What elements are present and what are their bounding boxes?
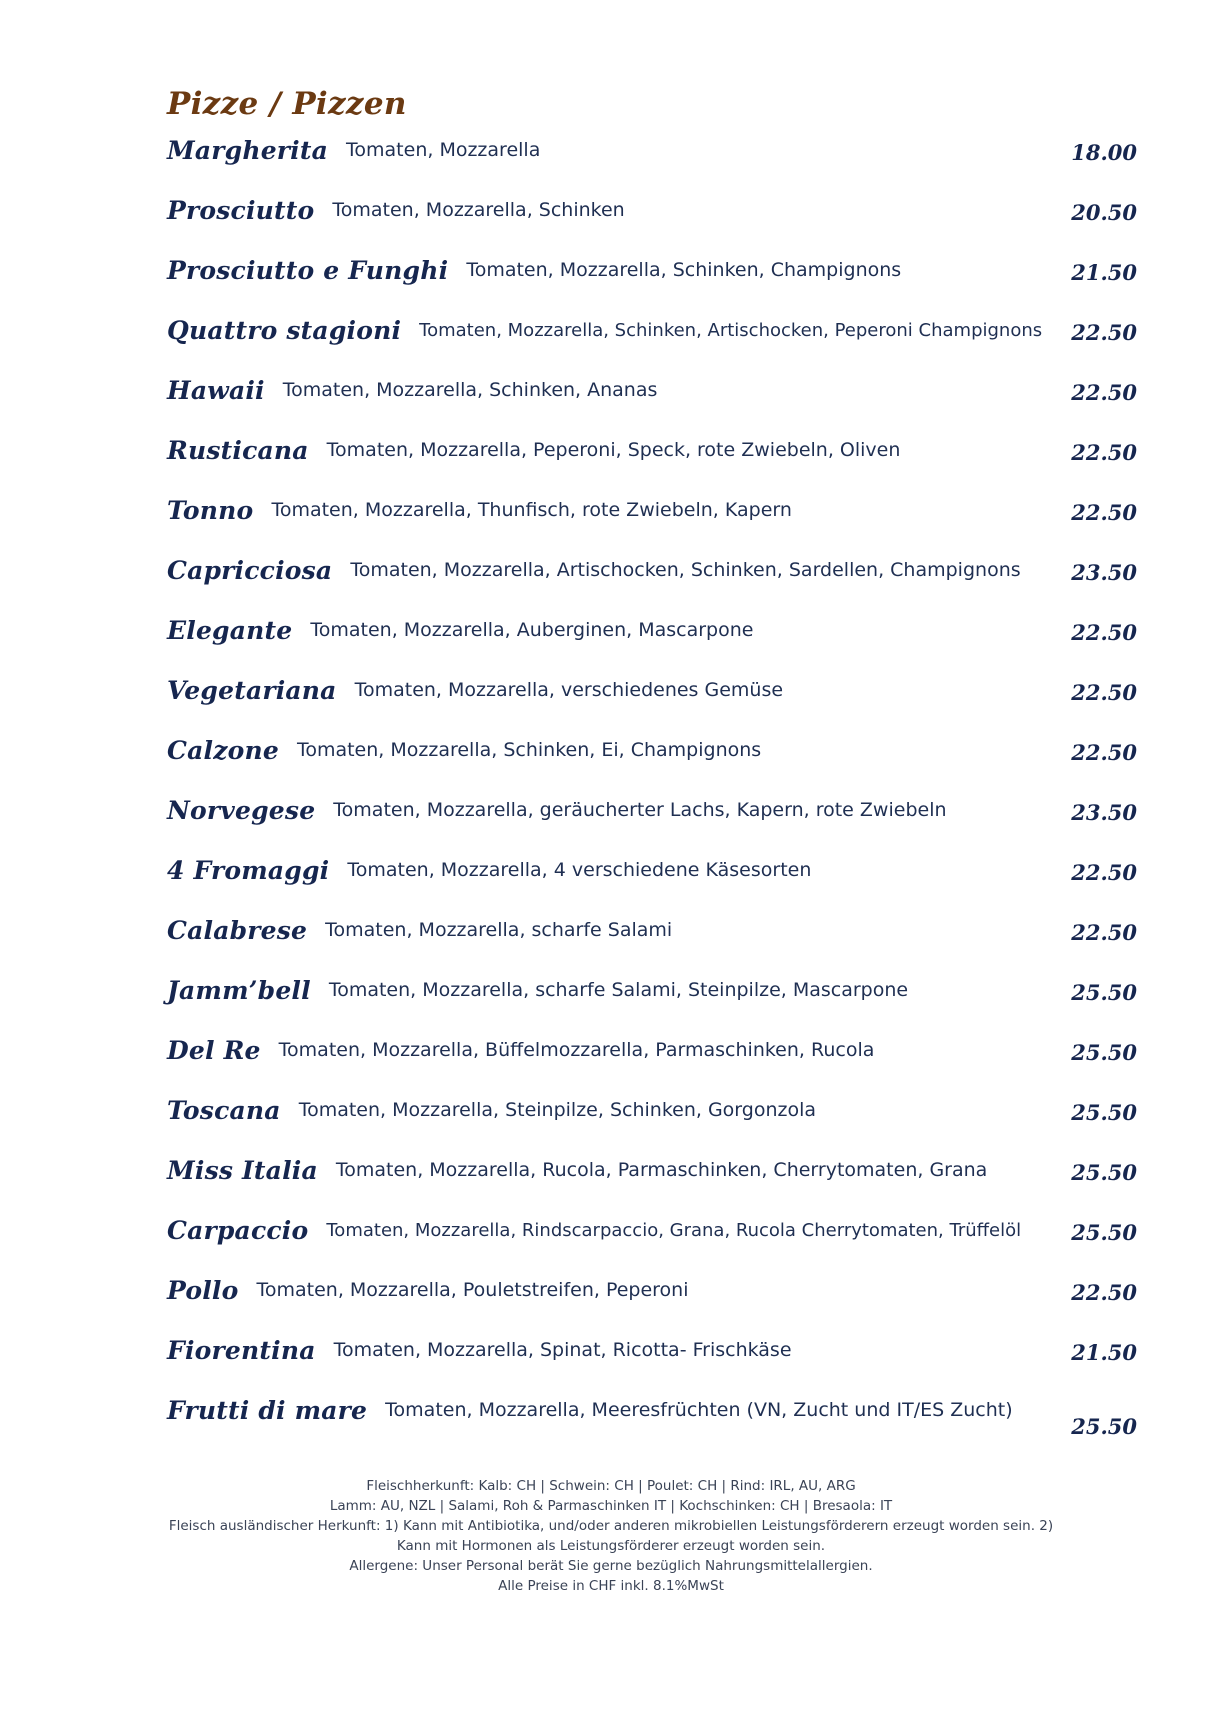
menu-item-rusticana bbox=[167, 436, 1137, 476]
pizza-price: 18.00 bbox=[1071, 140, 1137, 165]
menu-item-miss-italia bbox=[167, 1156, 1137, 1196]
menu-item-quattro-stagioni bbox=[167, 316, 1137, 356]
pizza-ingredients: Tomaten, Mozzarella, Pouletstreifen, Peperoni bbox=[256, 1279, 689, 1301]
menu-item-toscana bbox=[167, 1096, 1137, 1136]
pizza-name: Frutti di mare bbox=[167, 1396, 368, 1425]
pizza-name: Rusticana bbox=[167, 436, 309, 465]
pizza-ingredients: Tomaten, Mozzarella, Steinpilze, Schinken, Gorgonzola bbox=[298, 1099, 817, 1121]
pizza-name: Miss Italia bbox=[167, 1156, 318, 1185]
pizza-ingredients: Tomaten, Mozzarella, Schinken, Artischocken, Peperoni Champignons bbox=[419, 320, 1043, 341]
pizza-ingredients: Tomaten, Mozzarella, Spinat, Ricotta- Frischkäse bbox=[333, 1339, 792, 1361]
menu-item-vegetariana bbox=[167, 676, 1137, 716]
footer-line-meat-origin: Fleischherkunft: Kalb: CH | Schwein: CH | Poulet: CH | Rind: IRL, AU, ARG bbox=[366, 1478, 856, 1494]
footer-notes bbox=[100, 1476, 1122, 1596]
footer-line-allergens: Allergene: Unser Personal berät Sie gerne bezüglich Nahrungsmittelallergien. bbox=[349, 1558, 873, 1574]
pizza-name: Calabrese bbox=[167, 916, 308, 945]
pizza-ingredients: Tomaten, Mozzarella, verschiedenes Gemüse bbox=[354, 679, 784, 701]
menu-item-margherita bbox=[167, 136, 1137, 176]
menu-item-fiorentina bbox=[167, 1336, 1137, 1376]
pizza-ingredients: Tomaten, Mozzarella, scharfe Salami, Steinpilze, Mascarpone bbox=[328, 979, 909, 1001]
pizza-ingredients: Tomaten, Mozzarella, Meeresfrüchten (VN, Zucht und IT/ES Zucht) bbox=[385, 1399, 1013, 1421]
pizza-name: Pollo bbox=[167, 1276, 239, 1305]
menu-item-calzone bbox=[167, 736, 1137, 776]
pizza-ingredients: Tomaten, Mozzarella, Schinken bbox=[332, 199, 625, 221]
menu-item-del-re bbox=[167, 1036, 1137, 1076]
menu-item-tonno bbox=[167, 496, 1137, 536]
pizza-name: Toscana bbox=[167, 1096, 281, 1125]
pizza-price: 21.50 bbox=[1071, 260, 1137, 285]
pizza-price: 21.50 bbox=[1071, 1340, 1137, 1365]
pizza-price: 22.50 bbox=[1071, 740, 1137, 765]
pizza-name: Capricciosa bbox=[167, 556, 333, 585]
footer-line-meat-origin-2: Lamm: AU, NZL | Salami, Roh & Parmaschinken IT | Kochschinken: CH | Bresaola: IT bbox=[329, 1498, 893, 1514]
menu-item-capricciosa bbox=[167, 556, 1137, 596]
pizza-price: 22.50 bbox=[1071, 500, 1137, 525]
pizza-name: Fiorentina bbox=[167, 1336, 316, 1365]
pizza-name: Hawaii bbox=[167, 376, 265, 405]
pizza-ingredients: Tomaten, Mozzarella, Thunfisch, rote Zwiebeln, Kapern bbox=[271, 499, 792, 521]
menu-item-jammbell bbox=[167, 976, 1137, 1016]
pizza-name: 4 Fromaggi bbox=[167, 856, 330, 885]
pizza-ingredients: Tomaten, Mozzarella, Schinken, Champignons bbox=[466, 259, 902, 281]
pizza-name: Elegante bbox=[167, 616, 293, 645]
menu-item-frutti-di-mare bbox=[167, 1396, 1137, 1439]
pizza-name: Carpaccio bbox=[167, 1216, 309, 1245]
pizza-ingredients: Tomaten, Mozzarella, Peperoni, Speck, rote Zwiebeln, Oliven bbox=[326, 439, 901, 461]
footer-line-hormones: Kann mit Hormonen als Leistungsförderer erzeugt worden sein. bbox=[396, 1538, 826, 1554]
pizza-ingredients: Tomaten, Mozzarella bbox=[346, 139, 541, 161]
pizza-ingredients: Tomaten, Mozzarella, scharfe Salami bbox=[325, 919, 673, 941]
pizza-ingredients: Tomaten, Mozzarella, Schinken, Ei, Champignons bbox=[296, 739, 762, 761]
menu-item-pollo bbox=[167, 1276, 1137, 1316]
menu-item-prosciutto bbox=[167, 196, 1137, 236]
footer-line-prices: Alle Preise in CHF inkl. 8.1%MwSt bbox=[498, 1578, 724, 1594]
pizza-price: 20.50 bbox=[1071, 200, 1137, 225]
pizza-name: Prosciutto e Funghi bbox=[167, 256, 449, 285]
menu-item-carpaccio bbox=[167, 1216, 1137, 1256]
menu-item-elegante bbox=[167, 616, 1137, 656]
pizza-name: Quattro stagioni bbox=[167, 316, 402, 345]
pizza-ingredients: Tomaten, Mozzarella, Schinken, Ananas bbox=[282, 379, 658, 401]
pizza-name: Jamm’bell bbox=[167, 976, 311, 1005]
pizza-price: 25.50 bbox=[1071, 1100, 1137, 1125]
pizza-price: 25.50 bbox=[1071, 1040, 1137, 1065]
pizza-price: 22.50 bbox=[1071, 920, 1137, 945]
pizza-name: Vegetariana bbox=[167, 676, 337, 705]
pizza-ingredients: Tomaten, Mozzarella, Büffelmozzarella, Parmaschinken, Rucola bbox=[278, 1039, 875, 1061]
menu-item-hawaii bbox=[167, 376, 1137, 416]
pizza-name: Norvegese bbox=[167, 796, 316, 825]
pizza-name: Prosciutto bbox=[167, 196, 315, 225]
pizza-price: 22.50 bbox=[1071, 440, 1137, 465]
pizza-price: 23.50 bbox=[1071, 560, 1137, 585]
pizza-price: 25.50 bbox=[1071, 1220, 1137, 1245]
pizza-price: 25.50 bbox=[1071, 1414, 1137, 1439]
pizza-name: Tonno bbox=[167, 496, 254, 525]
pizza-name: Calzone bbox=[167, 736, 279, 765]
pizza-name: Margherita bbox=[167, 136, 329, 165]
menu-item-4-fromaggi bbox=[167, 856, 1137, 896]
pizza-ingredients: Tomaten, Mozzarella, Auberginen, Mascarpone bbox=[310, 619, 754, 641]
pizza-ingredients: Tomaten, Mozzarella, 4 verschiedene Käsesorten bbox=[347, 859, 812, 881]
pizza-price: 23.50 bbox=[1071, 800, 1137, 825]
pizza-name: Del Re bbox=[167, 1036, 261, 1065]
pizza-price: 25.50 bbox=[1071, 1160, 1137, 1185]
menu-item-calabrese bbox=[167, 916, 1137, 956]
pizza-ingredients: Tomaten, Mozzarella, Artischocken, Schinken, Sardellen, Champignons bbox=[350, 559, 1021, 581]
pizza-price: 22.50 bbox=[1071, 320, 1137, 345]
pizza-price: 22.50 bbox=[1071, 620, 1137, 645]
section-heading: Pizze / Pizzen bbox=[167, 86, 407, 122]
footer-line-foreign-meat: Fleisch ausländischer Herkunft: 1) Kann mit Antibiotika, und/oder anderen mikrobiellen Leistungsförderern erzeugt worden sein. 2) bbox=[168, 1518, 1054, 1534]
pizza-price: 25.50 bbox=[1071, 980, 1137, 1005]
pizza-ingredients: Tomaten, Mozzarella, geräucherter Lachs, Kapern, rote Zwiebeln bbox=[333, 799, 947, 821]
pizza-price: 22.50 bbox=[1071, 1280, 1137, 1305]
pizza-ingredients: Tomaten, Mozzarella, Rindscarpaccio, Grana, Rucola Cherrytomaten, Trüffelöl bbox=[326, 1220, 1022, 1241]
menu-item-norvegese bbox=[167, 796, 1137, 836]
menu-item-prosciutto-e-funghi bbox=[167, 256, 1137, 296]
pizza-price: 22.50 bbox=[1071, 680, 1137, 705]
pizza-price: 22.50 bbox=[1071, 380, 1137, 405]
pizza-price: 22.50 bbox=[1071, 860, 1137, 885]
pizza-ingredients: Tomaten, Mozzarella, Rucola, Parmaschinken, Cherrytomaten, Grana bbox=[335, 1159, 988, 1181]
